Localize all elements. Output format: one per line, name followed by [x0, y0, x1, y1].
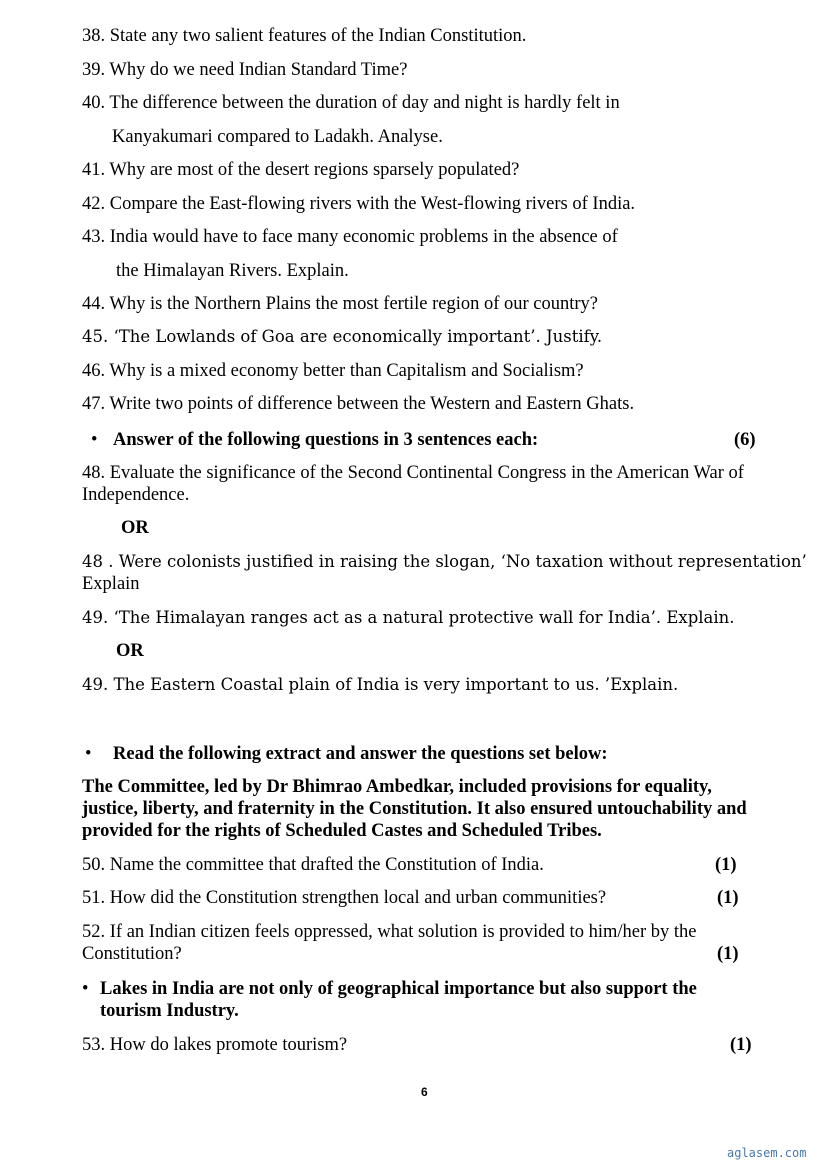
question-39: 39. Why do we need Indian Standard Time?: [82, 60, 408, 80]
question-38: 38. State any two salient features of the Indian Constitution.: [82, 26, 527, 46]
question-50-marks: (1): [715, 855, 737, 875]
question-41: 41. Why are most of the desert regions sparsely populated?: [82, 160, 520, 180]
question-53: 53. How do lakes promote tourism?: [82, 1035, 348, 1055]
extract-passage-line3: provided for the rights of Scheduled Castes and Scheduled Tribes.: [82, 821, 602, 841]
page-number: 6: [421, 1085, 428, 1099]
question-40-line2: Kanyakumari compared to Ladakh. Analyse.: [112, 127, 443, 147]
question-52-line1: 52. If an Indian citizen feels oppressed, what solution is provided to him/her by the: [82, 922, 697, 942]
question-49: 49. ‘The Himalayan ranges act as a natural protective wall for India’. Explain.: [82, 608, 735, 627]
question-46: 46. Why is a mixed economy better than Capitalism and Socialism?: [82, 361, 584, 381]
question-48-alt-line1: 48 . Were colonists justified in raising the slogan, ‘No taxation without representation’: [82, 552, 807, 571]
extract-passage-line1: The Committee, led by Dr Bhimrao Ambedkar, included provisions for equality,: [82, 777, 712, 797]
bullet-icon: •: [82, 979, 89, 999]
extract-heading: Read the following extract and answer the questions set below:: [113, 744, 608, 764]
question-48-alt-line2: Explain: [82, 574, 140, 594]
question-50: 50. Name the committee that drafted the Constitution of India.: [82, 855, 544, 875]
lakes-heading-line2: tourism Industry.: [100, 1001, 239, 1021]
extract-passage-line2: justice, liberty, and fraternity in the Constitution. It also ensured untouchability and: [82, 799, 747, 819]
or-label: OR: [121, 518, 149, 538]
footer-site-link[interactable]: aglasem.com: [727, 1146, 807, 1160]
question-52-marks: (1): [717, 944, 739, 964]
or-label: OR: [116, 641, 144, 661]
question-43-line2: the Himalayan Rivers. Explain.: [116, 261, 349, 281]
question-40-line1: 40. The difference between the duration of day and night is hardly felt in: [82, 93, 620, 113]
question-52-line2: Constitution?: [82, 944, 182, 964]
question-51: 51. How did the Constitution strengthen local and urban communities?: [82, 888, 607, 908]
question-48-line1: 48. Evaluate the significance of the Second Continental Congress in the American War of: [82, 463, 744, 483]
lakes-heading-line1: Lakes in India are not only of geographical importance but also support the: [100, 979, 697, 999]
question-53-marks: (1): [730, 1035, 752, 1055]
question-44: 44. Why is the Northern Plains the most fertile region of our country?: [82, 294, 599, 314]
question-43-line1: 43. India would have to face many economic problems in the absence of: [82, 227, 618, 247]
section-heading-3-sentences: Answer of the following questions in 3 sentences each:: [113, 430, 539, 450]
question-47: 47. Write two points of difference between the Western and Eastern Ghats.: [82, 394, 635, 414]
question-48-line2: Independence.: [82, 485, 190, 505]
question-42: 42. Compare the East-flowing rivers with the West-flowing rivers of India.: [82, 194, 636, 214]
bullet-icon: •: [85, 744, 92, 764]
question-45: 45. ‘The Lowlands of Goa are economically important’. Justify.: [82, 327, 603, 346]
section-marks: (6): [734, 430, 756, 450]
question-49-alt: 49. The Eastern Coastal plain of India is very important to us. ’Explain.: [82, 675, 679, 694]
question-51-marks: (1): [717, 888, 739, 908]
bullet-icon: •: [91, 430, 98, 450]
